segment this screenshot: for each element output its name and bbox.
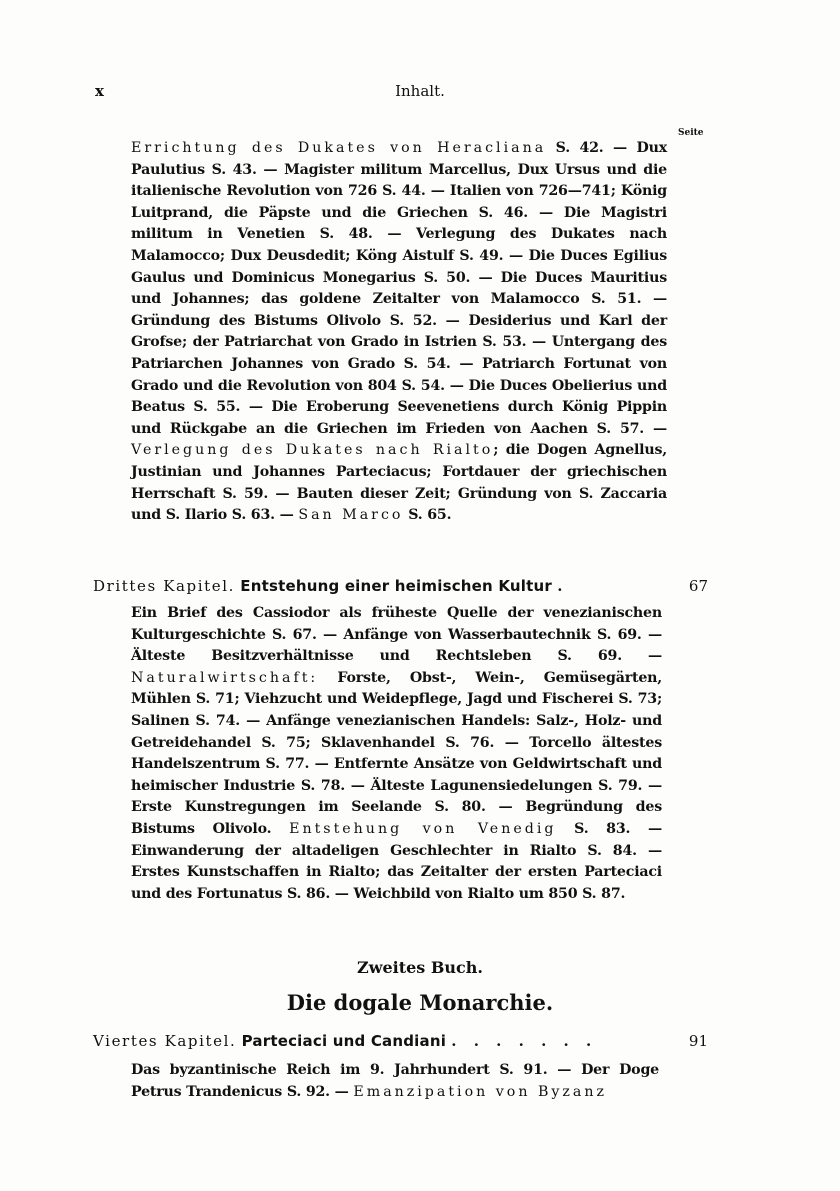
spaced-phrase: Emanzipation von Byzanz: [353, 1083, 607, 1100]
chapter-4-summary: [131, 1060, 659, 1103]
spaced-phrase: Errichtung des Dukates von Heracliana: [131, 140, 547, 156]
chapter-page: 91: [688, 1032, 708, 1050]
book-label: Zweites Buch.: [357, 958, 483, 977]
chapter-3-summary: [131, 603, 662, 905]
text-run: ; die Dogen Agnellus, Justinian und Johannes Parteciacus; Fortdauer der griechischen Herrschaft S. 59. — Bauten dieser Zeit; Gründung von S. Zaccaria und S. Ilario S. 63. —: [131, 442, 667, 524]
running-head: Inhalt.: [395, 82, 445, 100]
book-title: Die dogale Monarchie.: [286, 990, 554, 1015]
text-run: Ein Brief des Cassiodor als früheste Quelle der venezianischen Kulturgeschichte S. 67. — Anfänge von Wasserbautechnik S. 69. — Älteste Besitzverhältnisse und Rechtsleben S. 69. —: [131, 605, 662, 665]
chapter-page: 67: [688, 577, 708, 595]
chapter-3-heading[interactable]: [93, 577, 708, 595]
leader-dots: .: [557, 577, 569, 595]
chapter-label: Drittes Kapitel.: [93, 577, 236, 595]
text-run: Forste, Obst-, Wein-, Gemüsegärten, Mühlen S. 71; Viehzucht und Weidepflege, Jagd und Fischerei S. 73; Salinen S. 74. — Anfänge venezianischen Handels: Salz-, Holz- und Getreidehandel S. 75; Sklavenhandel S. 76. — Torcello ältestes Handelszentrum S. 77. — Entfernte Ansätze von Geldwirtschaft und heimischer Industrie S. 78. — Älteste Lagunensiedelungen S. 79. — Erste Kunstregungen im Seelande S. 80. — Begründung des Bistums Olivolo.: [131, 669, 662, 837]
chapter-label: Viertes Kapitel.: [93, 1032, 237, 1050]
section-continued-paragraph: [131, 138, 667, 527]
chapter-title: Entstehung einer heimischen Kultur: [240, 577, 552, 595]
text-run: Das byzantinische Reich im 9. Jahrhundert S. 91. — Der Doge Petrus Trandenicus S. 92. —: [131, 1062, 659, 1100]
spaced-phrase: Entstehung von Venedig: [289, 820, 557, 837]
leader-dots: . . . . . . .: [451, 1032, 598, 1050]
chapter-title: Parteciaci und Candiani: [241, 1032, 447, 1050]
chapter-4-heading[interactable]: [93, 1032, 708, 1050]
text-run: S. 65.: [403, 507, 452, 524]
spaced-phrase: San Marco: [298, 507, 404, 524]
page-number: x: [95, 82, 104, 100]
spaced-phrase: Verlegung des Dukates nach Rialto: [131, 442, 494, 459]
page-column-label: Seite: [678, 128, 704, 138]
spaced-phrase: Naturalwirtschaft:: [131, 669, 319, 686]
text-run: S. 83. — Einwanderung der altadeligen Geschlechter in Rialto S. 84. — Erstes Kunstschaffen in Rialto; das Zeitalter der ersten Parteciaci und des Fortunatus S. 86. — Weichbild von Rialto um 850 S. 87.: [131, 820, 662, 902]
text-run: S. 42. — Dux Paulutius S. 43. — Magister militum Marcellus, Dux Ursus und die italienische Revolution von 726 S. 44. — Italien von 726—741; König Luitprand, die Päpste und die Griechen S. 46. — Die Magistri militum in Venetien S. 48. — Verlegung des Dukates nach Malamocco; Dux Deusdedit; Köng Aistulf S. 49. — Die Duces Egilius Gaulus und Dominicus Monegarius S. 50. — Die Duces Mauritius und Johannes; das goldene Zeitalter von Malamocco S. 51. — Gründung des Bistums Olivolo S. 52. — Desiderius und Karl der Grofse; der Patriarchat von Grado in Istrien S. 53. — Untergang des Patriarchen Johannes von Grado S. 54. — Patriarch Fortunat von Grado und die Revolution von 804 S. 54. — Die Duces Obelierius und Beatus S. 55. — Die Eroberung Seevenetiens durch König Pippin und Rückgabe an die Griechen im Frieden von Aachen S. 57. —: [131, 140, 667, 437]
